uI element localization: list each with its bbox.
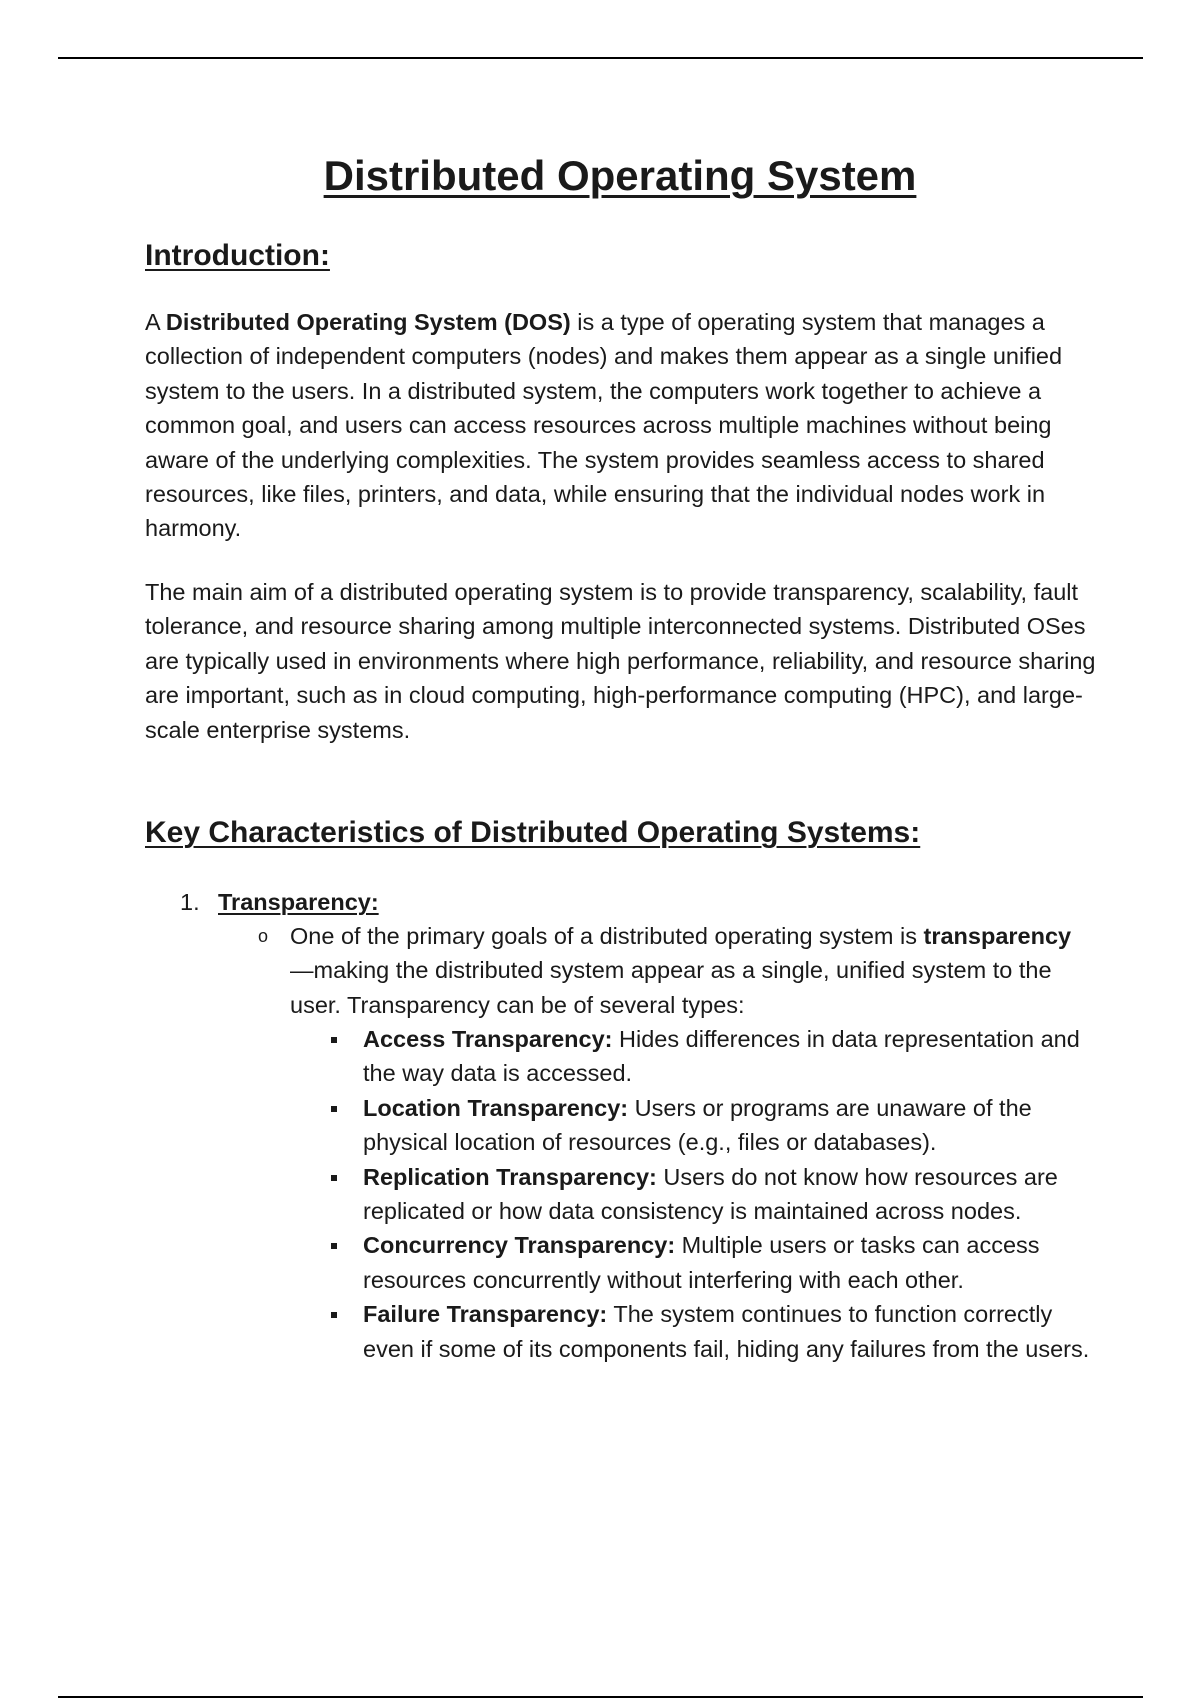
square-bullet-icon xyxy=(331,1106,337,1112)
section-heading-key-characteristics: Key Characteristics of Distributed Operating Systems: xyxy=(145,816,921,849)
list-item: Replication Transparency: Users do not know how resources are replicated or how data consistency is maintained across nodes. xyxy=(363,1160,1093,1229)
sub-list-text: One of the primary goals of a distributed operating system is transparency—making the distributed system appear as a single, unified system to the user. Transparency can be of several types: xyxy=(290,923,1072,1018)
list-item-label: Transparency: xyxy=(218,889,379,915)
sub-list-item xyxy=(258,919,1090,1362)
list-item: Failure Transparency: The system continues to function correctly even if some of its components fail, hiding any failures from the users. xyxy=(363,1297,1093,1366)
square-bullet-icon xyxy=(331,1037,337,1043)
dos-term: Distributed Operating System (DOS) xyxy=(165,309,571,335)
intro-paragraph-2: The main aim of a distributed operating system is to provide transparency, scalability, fault tolerance, and resource sharing among multiple interconnected systems. Distributed OSes are typically used in environments where high performance, reliability, and resource sharing are important, such as in cloud computing, high-performance computing (HPC), and large-scale enterprise systems. xyxy=(145,579,1096,743)
square-bullet-icon xyxy=(331,1175,337,1181)
square-bullet-icon xyxy=(331,1243,337,1249)
section-heading-introduction: Introduction: xyxy=(145,239,330,272)
transparency-types-list xyxy=(363,1022,1093,1366)
circle-bullet-icon: o xyxy=(258,926,269,946)
list-item: Concurrency Transparency: Multiple users or tasks can access resources concurrently without interfering with each other. xyxy=(363,1228,1093,1297)
list-item: Access Transparency: Hides differences in data representation and the way data is accessed. xyxy=(363,1022,1093,1091)
list-item: Location Transparency: Users or programs are unaware of the physical location of resources (e.g., files or databases). xyxy=(363,1091,1093,1160)
page-title: Distributed Operating System xyxy=(323,152,917,199)
square-bullet-icon xyxy=(331,1312,337,1318)
intro-paragraph-1: A Distributed Operating System (DOS) is a type of operating system that manages a collection of independent computers (nodes) and makes them appear as a single unified system to the users. In a distributed system, the computers work together to achieve a common goal, and users can access resources across multiple machines without being aware of the underlying complexities. The system provides seamless access to shared resources, like files, printers, and data, while ensuring that the individual nodes work in harmony. xyxy=(145,309,1063,542)
header-rule xyxy=(58,57,1143,59)
footer-rule xyxy=(58,1696,1143,1698)
list-number: 1. xyxy=(180,889,200,915)
